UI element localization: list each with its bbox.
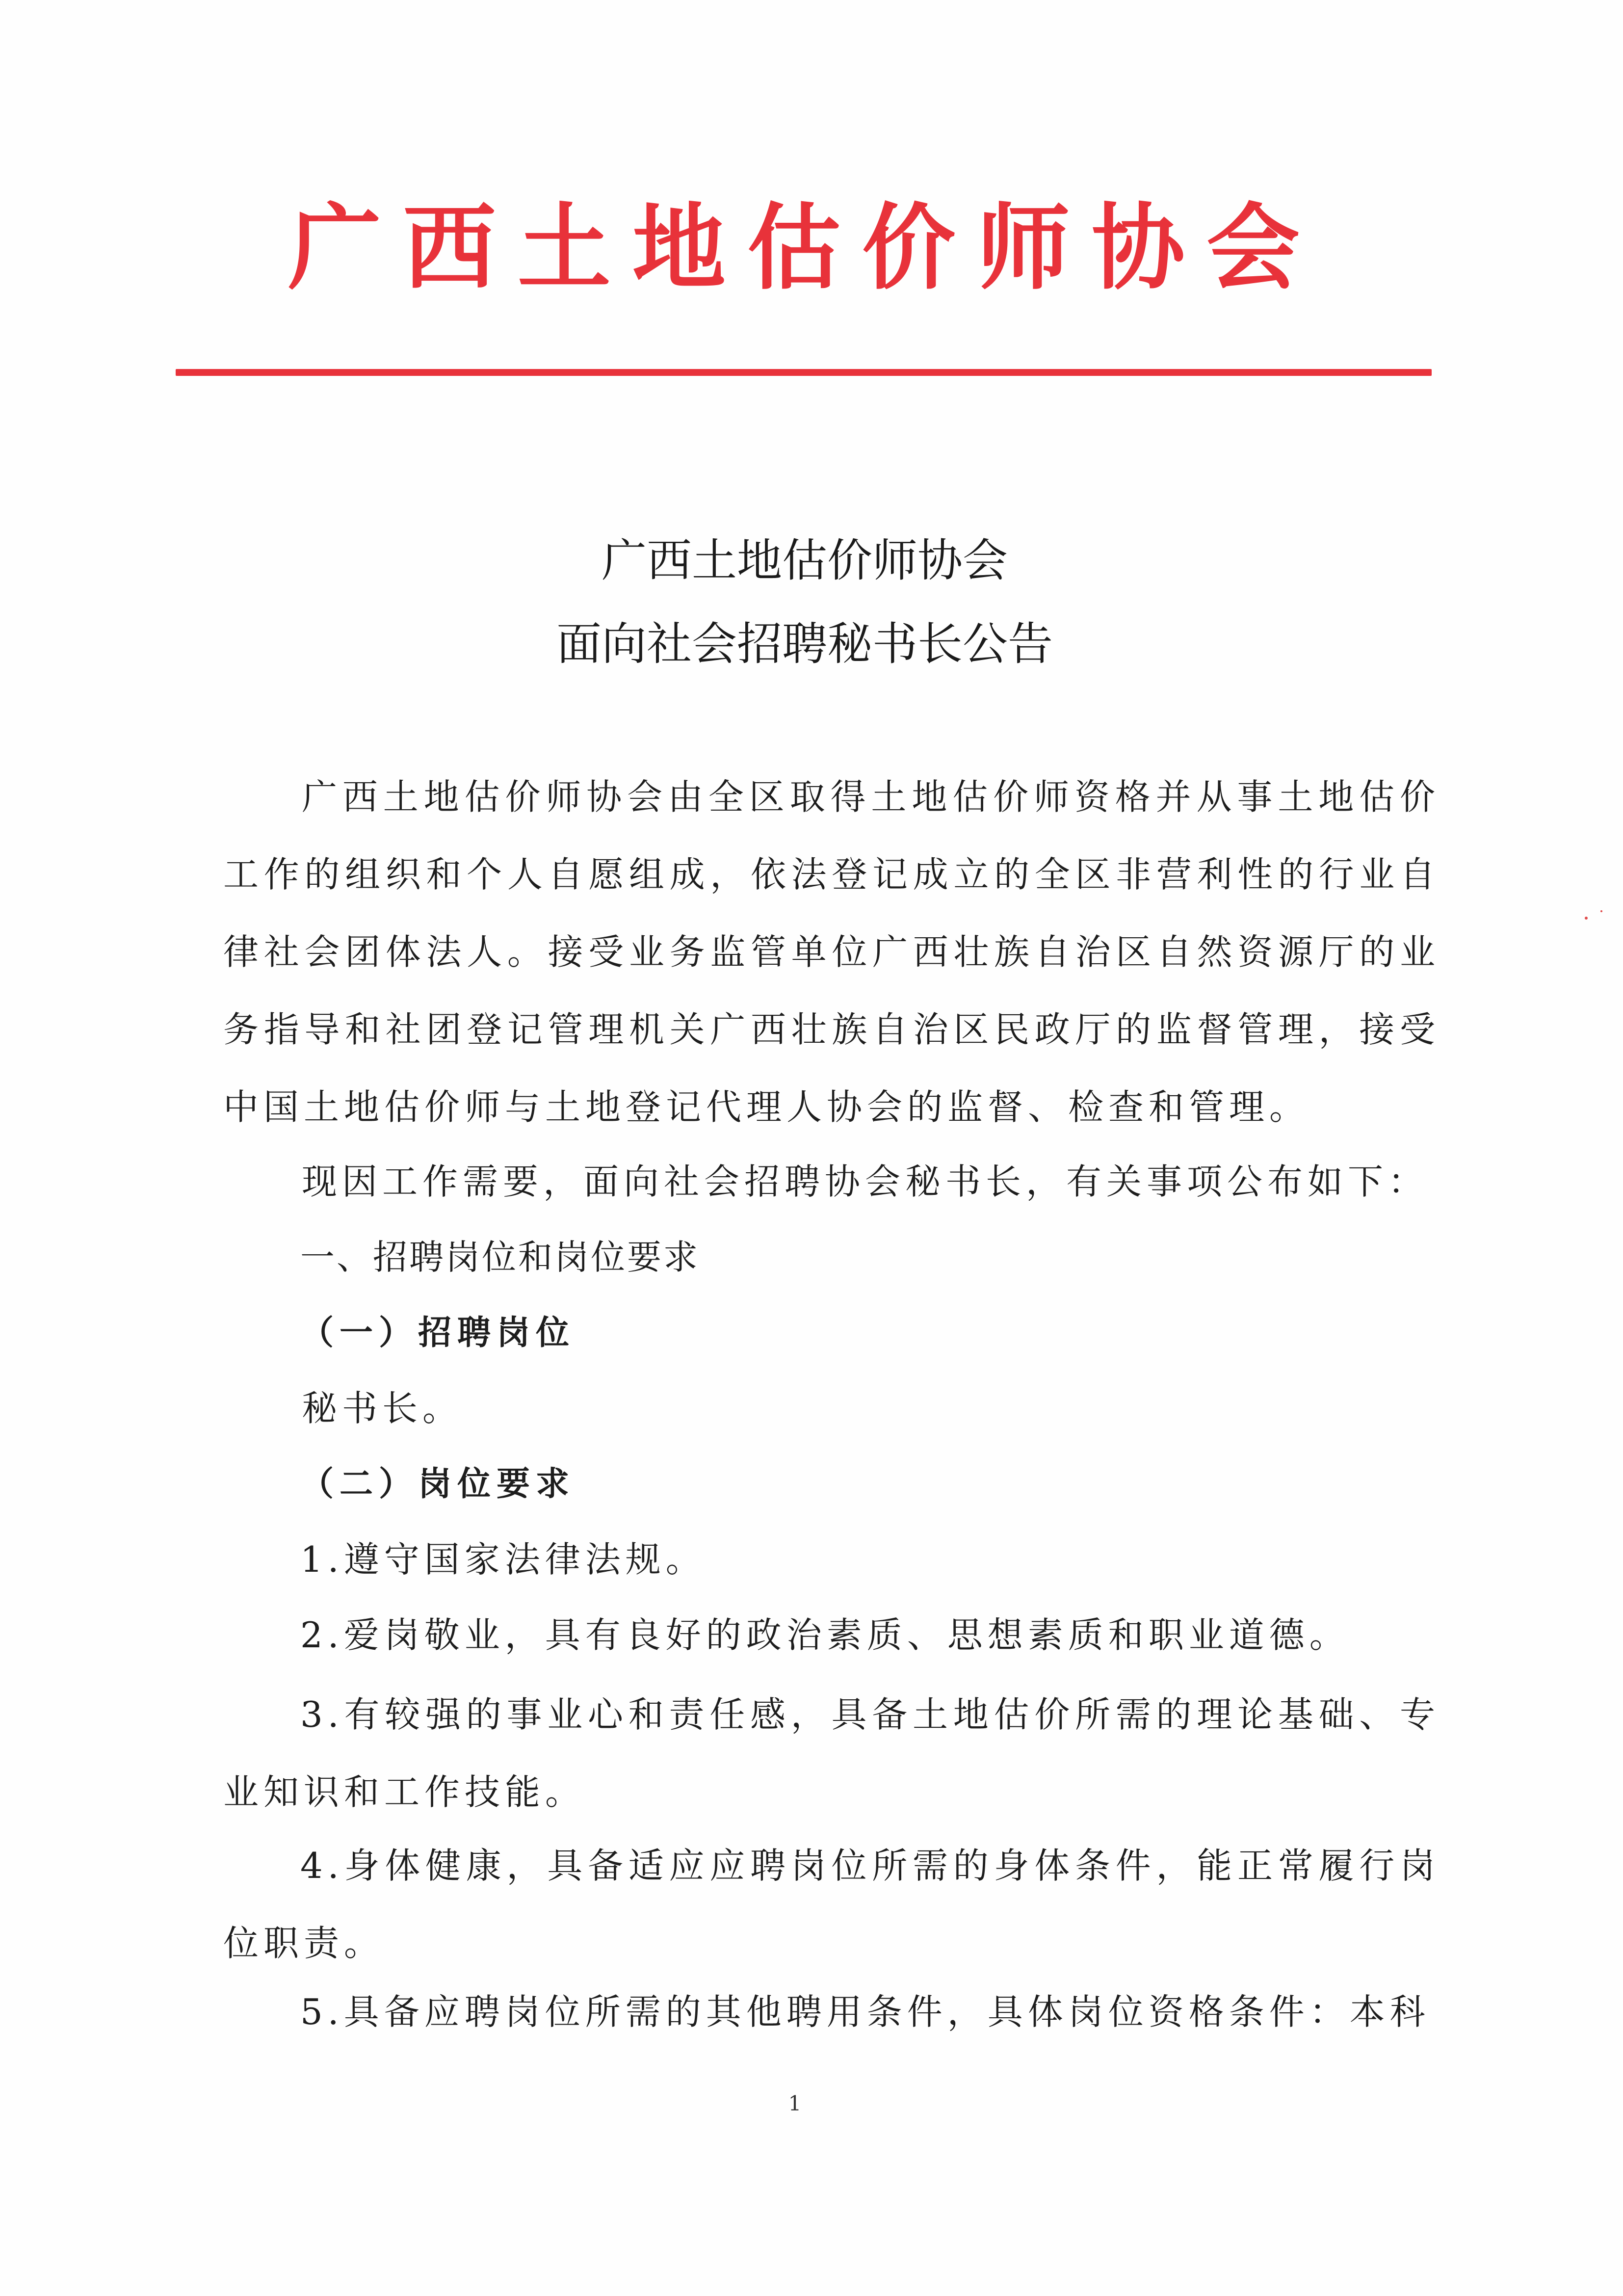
document-title-line1: 广西土地估价师协会 (601, 534, 1008, 587)
requirement-5: 5.具备应聘岗位所需的其他聘用条件，具体岗位资格条件：本科 (300, 1991, 1430, 2032)
section-1-heading: 一、招聘岗位和岗位要求 (300, 1237, 700, 1277)
requirement-3: 3.有较强的事业心和责任感，具备土地估价所需的理论基础、专业知识和工作技能。 (223, 1694, 1440, 1813)
subsection-2-heading: （二）岗位要求 (300, 1464, 576, 1504)
scan-speck (1600, 910, 1602, 912)
requirement-4: 4.身体健康，具备适应应聘岗位所需的身体条件，能正常履行岗位职责。 (223, 1845, 1440, 1964)
subsection-1-heading: （一）招聘岗位 (300, 1313, 576, 1352)
requirement-2: 2.爱岗敬业，具有良好的政治素质、思想素质和职业道德。 (300, 1614, 1350, 1656)
requirement-1: 1.遵守国家法律法规。 (300, 1539, 706, 1580)
page-number: 1 (788, 2091, 802, 2115)
notice-paragraph: 现因工作需要，面向社会招聘协会秘书长，有关事项公布如下： (302, 1161, 1429, 1202)
letterhead-org-name: 广西土地估价师协会 (288, 193, 1321, 302)
document-title-line2: 面向社会招聘秘书长公告 (556, 618, 1053, 670)
scan-speck (1585, 917, 1588, 920)
subsection-1-text: 秘书长。 (302, 1388, 463, 1429)
letterhead-red-rule (176, 369, 1432, 376)
intro-paragraph: 广西土地估价师协会由全区取得土地估价师资格并从事土地估价工作的组织和个人自愿组成，依法登记成立的全区非营利性的行业自律社会团体法人。接受业务监管单位广西壮族自治区自然资源厅的业务指导和社团登记管理机关广西壮族自治区民政厅的监督管理，接受中国土地估价师与土地登记代理人协会的监督、检查和管理。 (223, 776, 1440, 1128)
